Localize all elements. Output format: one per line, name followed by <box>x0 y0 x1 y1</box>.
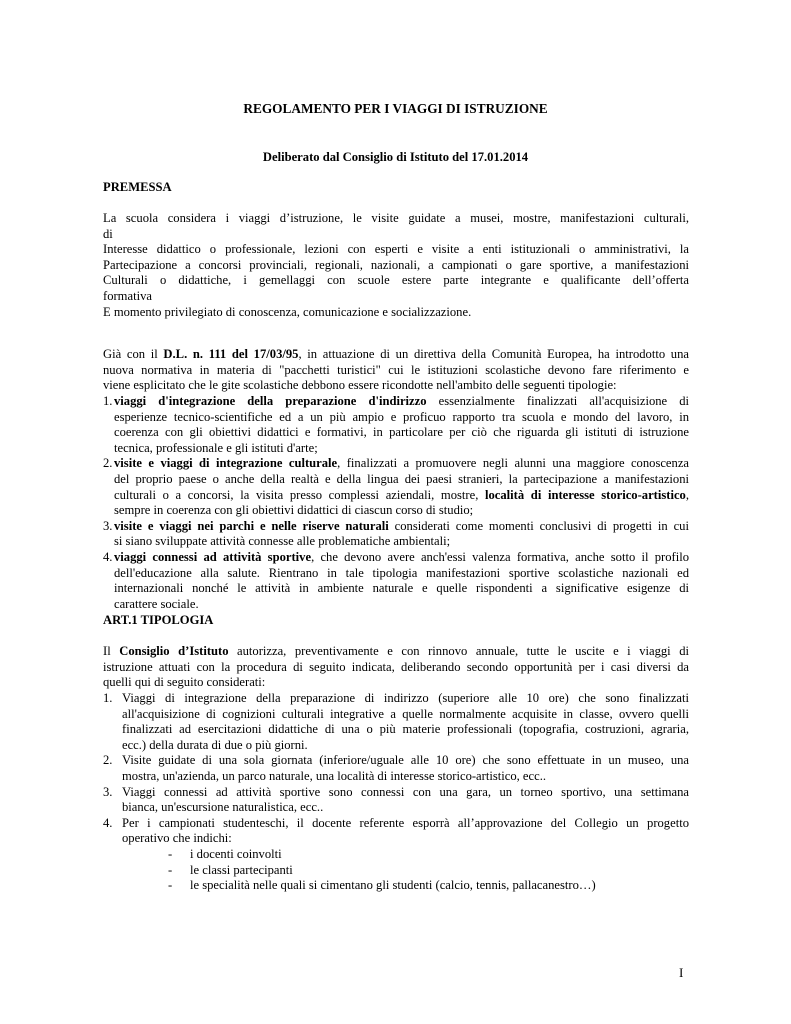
text-line: bianca, un'escursione naturalistica, ecc.. <box>122 800 324 815</box>
text-line: Culturali o didattiche, i gemellaggi con scuole estere parte integrante e qualificante dell’offerta <box>103 273 689 288</box>
text-span: , in attuazione di un direttiva della Comunità Europea, ha introdotto una <box>298 347 689 361</box>
text-line: quelli qui di seguito considerati: <box>103 675 266 690</box>
list-item <box>103 394 689 456</box>
premessa-heading: PREMESSA <box>103 180 172 194</box>
text-line: istruzione attuati con la procedura di seguito indicata, deliberando secondo opportunità per i casi diversi da <box>103 659 689 674</box>
page-number: I <box>679 965 684 980</box>
text-span: culturali o a concorsi, la visita presso complessi aziendali, mostre, <box>114 487 485 502</box>
sub-list-item <box>103 863 689 879</box>
art1-list <box>103 691 689 894</box>
dash-bullet: - <box>168 878 173 893</box>
text-line <box>114 550 689 566</box>
item-number: 2. <box>103 753 113 768</box>
item-number: 1. <box>103 394 113 408</box>
item-number: 3. <box>103 518 113 533</box>
list-item <box>103 519 689 550</box>
item-number: 4. <box>103 815 113 830</box>
dash-bullet: - <box>168 846 173 861</box>
text-span: considerati come momenti conclusivi di progetti in cui <box>388 518 689 533</box>
item-title: viaggi d'integrazione della preparazione d'indirizzo <box>114 394 427 408</box>
premessa-paragraph <box>103 211 689 320</box>
text-line: del proprio paese o anche della realtà e della lingua dei paesi stranieri, la partecipazione a manifestazioni <box>114 471 689 486</box>
decree-reference: D.L. n. 111 del 17/03/95 <box>163 347 299 361</box>
text-line <box>114 519 689 535</box>
text-line: Partecipazione a concorsi provinciali, regionali, nazionali, a campionati o gare sportive, a manifestazioni <box>103 257 689 272</box>
list-item <box>103 550 689 612</box>
document-subtitle: Deliberato dal Consiglio di Istituto del 17.01.2014 <box>262 150 529 164</box>
text-line: Per i campionati studenteschi, il docente referente esporrà all’approvazione del Collegio un progetto <box>122 815 689 830</box>
item-title: visite e viaggi nei parchi e nelle riserve naturali <box>114 518 389 533</box>
text-line: operativo che indichi: <box>122 831 232 846</box>
text-line: E momento privilegiato di conoscenza, comunicazione e socializzazione. <box>103 304 472 319</box>
text-line <box>114 488 689 504</box>
text-line: Visite guidate di una sola giornata (inferiore/uguale alle 10 ore) che sono effettuate in un museo, una <box>122 753 689 768</box>
text-span: , <box>685 487 689 502</box>
item-number: 3. <box>103 784 113 799</box>
text-line <box>103 644 689 660</box>
text-line: mostra, un'azienda, un parco naturale, una località di interesse storico-artistico, ecc.. <box>122 768 546 783</box>
item-title: visite e viaggi di integrazione culturale <box>114 456 338 471</box>
text-line: dell'educazione alla salute. Rientrano in tale tipologia manifestazioni sportive scolastiche nazionali ed <box>114 565 689 580</box>
text-line: tecnica, professionale e gli istituti d'arte; <box>114 440 318 455</box>
text-span: essenzialmente finalizzati all'acquisizione di <box>426 394 689 408</box>
text-line: formativa <box>103 288 152 303</box>
list-item <box>103 753 689 784</box>
document-title: REGOLAMENTO PER I VIAGGI DI ISTRUZIONE <box>243 101 548 116</box>
item-number: 4. <box>103 549 113 564</box>
text-line: di <box>103 226 113 241</box>
text-line: coerenza con gli obiettivi didattici e formativi, in particolare per ciò che riguarda gli istituti di istruzione <box>114 425 689 440</box>
text-line: internazionali nonché le attività in ambiente naturale e quelle rispondenti a significative esigenze di <box>114 581 689 596</box>
text-span: Già con il <box>103 347 164 361</box>
text-span: autorizza, preventivamente e con rinnovo annuale, tutte le uscite e i viaggi di <box>228 644 689 658</box>
text-line: viene esplicitato che le gite scolastiche debbono essere ricondotte nell'ambito delle seguenti tipologie: <box>103 378 617 393</box>
text-line: Interesse didattico o professionale, lezioni con esperti e visite a enti istituzionali o amministrativi, la <box>103 242 689 257</box>
text-line: carattere sociale. <box>114 596 199 611</box>
sub-list-text: i docenti coinvolti <box>190 846 282 861</box>
text-line: finalizzati ad esercitazioni didattiche di una o più materie professionali (topografia, costruzioni, agraria, <box>122 722 689 737</box>
item-number: 2. <box>103 456 113 471</box>
sub-list-text: le classi partecipanti <box>190 862 293 877</box>
sub-list-text: le specialità nelle quali si cimentano gli studenti (calcio, tennis, pallacanestro…) <box>190 878 596 893</box>
item-number: 1. <box>103 691 113 705</box>
list-item <box>103 785 689 816</box>
sub-list-item <box>103 878 689 894</box>
text-line: La scuola considera i viaggi d’istruzione, le visite guidate a musei, mostre, manifestazioni culturali, <box>103 211 689 225</box>
text-line: all'acquisizione di cognizioni culturali integrative a quelle normalmente acquisite in classe, ovvero quelli <box>122 706 689 721</box>
item-title: viaggi connessi ad attività sportive <box>114 549 312 564</box>
text-line: Viaggi di integrazione della preparazione di indirizzo (superiore alle 10 ore) che sono finalizzati <box>122 691 689 705</box>
text-span: , finalizzati a promuovere negli alunni una maggiore conoscenza <box>337 456 690 471</box>
dl-paragraph <box>103 347 689 394</box>
bold-text: località di interesse storico-artistico <box>485 487 686 502</box>
art1-intro <box>103 644 689 691</box>
text-span: , che devono avere anch'essi valenza formativa, anche sotto il profilo <box>311 549 689 564</box>
text-line <box>114 394 689 410</box>
list-item <box>103 456 689 518</box>
text-line: ecc.) della durata di due o più giorni. <box>122 737 308 752</box>
text-line: sempre in coerenza con gli obiettivi didattici di ciascun corso di studio; <box>114 503 474 518</box>
text-line <box>114 456 689 472</box>
list-item <box>103 816 689 847</box>
sub-list-item <box>103 847 689 863</box>
text-line: si siano sviluppate attività connesse alle problematiche ambientali; <box>114 534 451 549</box>
text-line: esperienze tecnico-scientifiche ed a un più ampio e proficuo rapporto tra scuola e mondo del lavoro, in <box>114 409 689 424</box>
text-line: Viaggi connessi ad attività sportive sono connessi con una gara, un torneo sportivo, una settimana <box>122 784 689 799</box>
art1-heading: ART.1 TIPOLOGIA <box>103 613 214 627</box>
text-span: Il <box>103 644 120 658</box>
bold-text: Consiglio d’Istituto <box>119 644 229 658</box>
tipologie-list <box>103 394 689 612</box>
list-item <box>103 691 689 753</box>
dash-bullet: - <box>168 862 173 877</box>
text-line: nuova normativa in materia di "pacchetti turistici" cui le istituzioni scolastiche devono fare riferimento e <box>103 362 689 377</box>
text-line <box>103 347 689 363</box>
